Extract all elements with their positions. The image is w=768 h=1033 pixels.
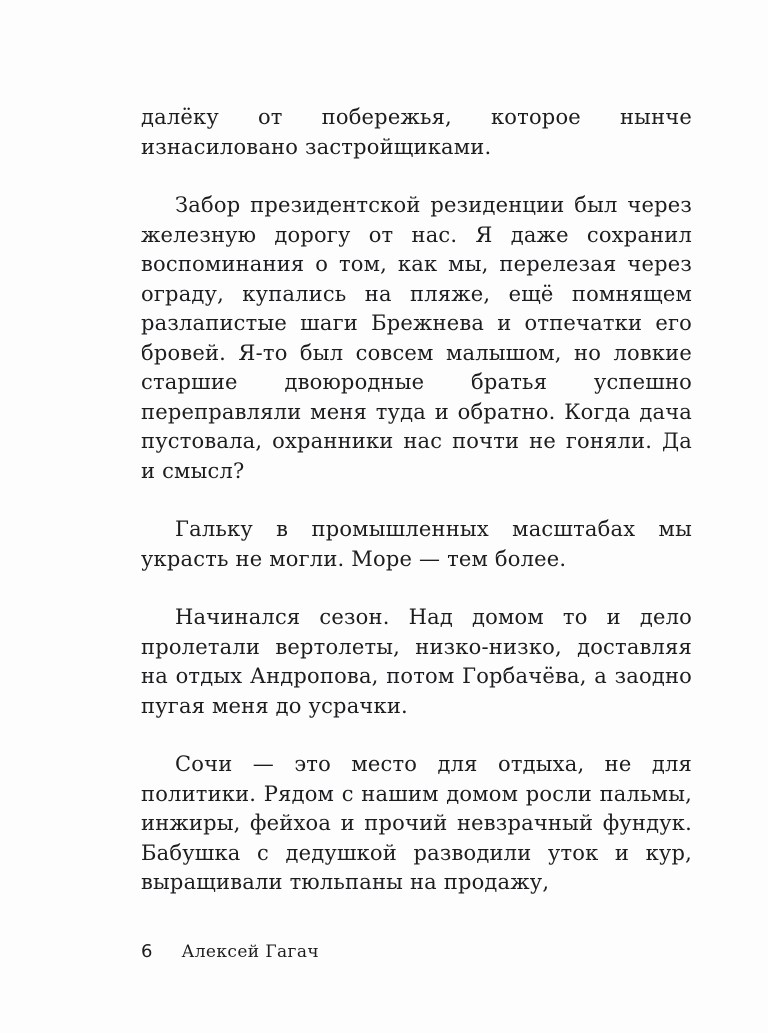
paragraph: Сочи — это место для отдыха, не для политики. Рядом с нашим домом росли пальмы, инжиры, фейхоа и прочий невзрачный фундук. Бабушка с дедушкой разводили уток и кур, выращивали тюльпаны на продажу, [141, 752, 692, 894]
page-footer [141, 941, 692, 962]
page-number: 6 [141, 941, 153, 962]
paragraph: Начинался сезон. Над домом то и дело пролетали вертолеты, низко-низко, доставляя на отдых Андропова, потом Горбачёва, а заодно пугая меня до усрачки. [141, 605, 692, 718]
paragraph: Забор президентской резиденции был через железную дорогу от нас. Я даже сохранил воспоминания о том, как мы, перелезая через ограду, купались на пляже, ещё помнящем разлапистые шаги Брежнева и отпечатки его бровей. Я-то был совсем малышом, но ловкие старшие двоюродные братья успешно переправляли меня туда и обратно. Когда дача пустовала, охранники нас почти не гоняли. Да и смысл? [141, 193, 692, 483]
paragraph: Гальку в промышленных масштабах мы украсть не могли. Море — тем более. [141, 517, 692, 571]
page-text [141, 103, 692, 898]
running-author: Алексей Гагач [181, 942, 320, 962]
paragraph: далёку от побережья, которое нынче изнасиловано застройщиками. [141, 105, 692, 159]
